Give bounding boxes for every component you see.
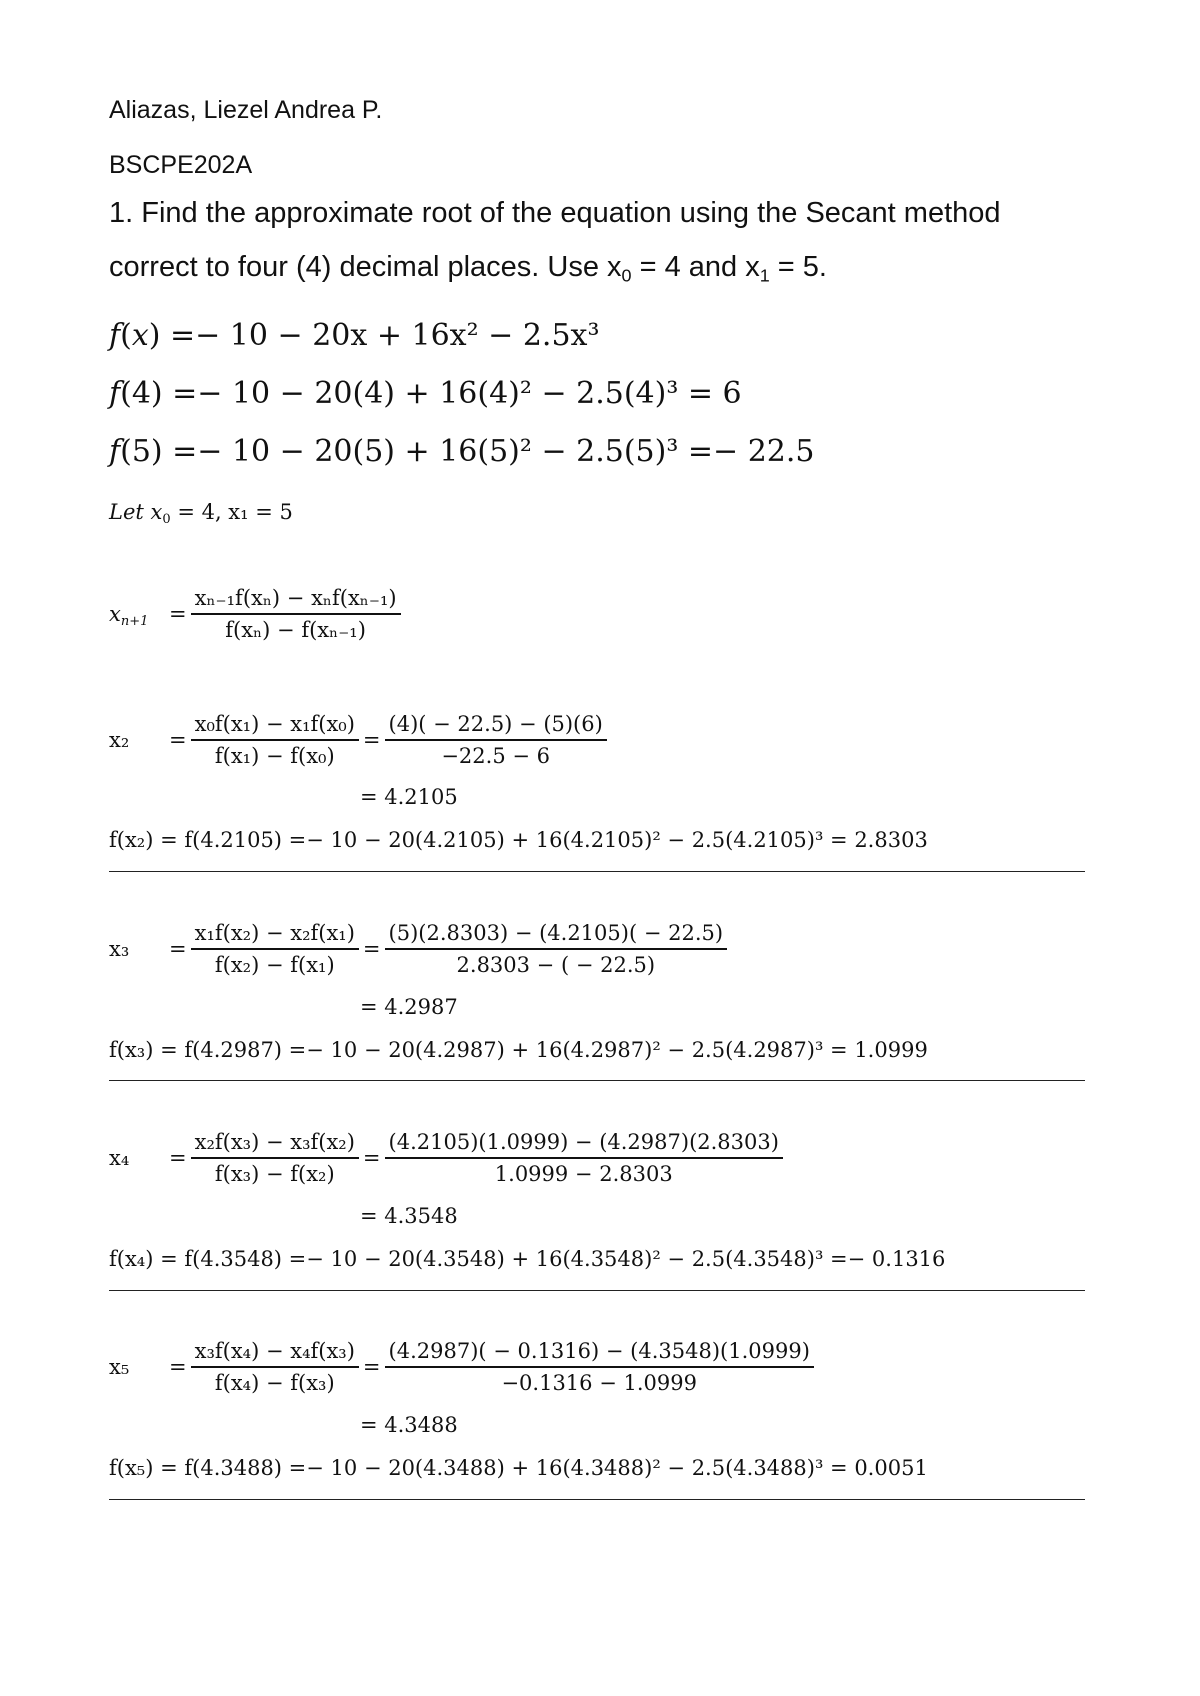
divider: [109, 1080, 1085, 1081]
student-name: Aliazas, Liezel Andrea P.: [109, 96, 383, 124]
iteration-x5: [109, 1339, 814, 1395]
equals-sign: =: [169, 728, 187, 752]
equals-sign: =: [362, 1146, 381, 1170]
iteration-x4: [109, 1130, 783, 1186]
secant-formula: [109, 586, 401, 642]
equals-sign: =: [362, 1355, 381, 1379]
f4-expression: =− 10 − 20(4) + 16(4)² − 2.5(4)³ = 6: [172, 376, 742, 411]
iteration-result: = 4.3488: [360, 1413, 458, 1437]
equals-sign: =: [362, 937, 381, 961]
f4-evaluation: f(4) =− 10 − 20(4) + 16(4)² − 2.5(4)³ = 6: [109, 376, 742, 411]
numeric-numerator: (4.2987)( − 0.1316) − (4.3548)(1.0999): [385, 1339, 814, 1368]
symbolic-denominator: f(x₄) − f(x₃): [214, 1371, 335, 1395]
symbolic-denominator: f(x₃) − f(x₂): [214, 1162, 335, 1186]
symbolic-fraction: [191, 712, 359, 768]
course-code: BSCPE202A: [109, 151, 253, 179]
iteration-lhs: x₃: [109, 937, 130, 961]
function-definition: f(x) =− 10 − 20x + 16x² − 2.5x³: [109, 318, 600, 353]
question-line-2: correct to four (4) decimal places. Use $x_0 = 4$ and $x_1 = 5$.: [109, 251, 827, 286]
equals-sign: =: [169, 937, 187, 961]
symbolic-numerator: x₀f(x₁) − x₁f(x₀): [191, 712, 359, 741]
question-line-2-text: correct to four (4) decimal places. Use: [109, 251, 608, 283]
divider: [109, 1499, 1085, 1500]
function-check: f(x₃) = f(4.2987) =− 10 − 20(4.2987) + 16(4.2987)² − 2.5(4.2987)³ = 1.0999: [109, 1038, 928, 1062]
formula-denominator: f(xₙ) − f(xₙ₋₁): [225, 618, 366, 642]
symbolic-fraction: [191, 1130, 359, 1186]
formula-numerator: xₙ₋₁f(xₙ) − xₙf(xₙ₋₁): [191, 586, 401, 615]
symbolic-denominator: f(x₁) − f(x₀): [214, 744, 335, 768]
numeric-fraction: [385, 1130, 783, 1186]
function-definition-rhs: =− 10 − 20x + 16x² − 2.5x³: [170, 318, 600, 353]
iteration-lhs: x₂: [109, 728, 130, 752]
numeric-numerator: (5)(2.8303) − (4.2105)( − 22.5): [385, 921, 728, 950]
iteration-lhs: x₄: [109, 1146, 130, 1170]
equals-sign: =: [169, 602, 187, 626]
given-x1: 5: [802, 251, 819, 283]
iteration-x2: [109, 712, 607, 768]
equals-sign: =: [169, 1146, 187, 1170]
iteration-x3: [109, 921, 727, 977]
formula-fraction: [191, 586, 401, 642]
symbolic-fraction: [191, 921, 359, 977]
numeric-denominator: 2.8303 − ( − 22.5): [456, 953, 656, 977]
divider: [109, 871, 1085, 872]
numeric-numerator: (4.2105)(1.0999) − (4.2987)(2.8303): [385, 1130, 783, 1159]
f5-expression: =− 10 − 20(5) + 16(5)² − 2.5(5)³ =− 22.5: [172, 434, 815, 469]
equals-sign: =: [362, 728, 381, 752]
symbolic-numerator: x₃f(x₄) − x₄f(x₃): [191, 1339, 359, 1368]
numeric-denominator: 1.0999 − 2.8303: [494, 1162, 673, 1186]
let-values: = 4, x₁ = 5: [177, 500, 293, 524]
question-line-1: 1. Find the approximate root of the equation using the Secant method: [109, 197, 1001, 229]
formula-lhs: $x_{n+1}$: [109, 602, 149, 629]
iteration-result: = 4.2105: [360, 785, 458, 809]
numeric-fraction: [385, 921, 728, 977]
f5-evaluation: f(5) =− 10 − 20(5) + 16(5)² − 2.5(5)³ =− 22.5: [109, 434, 815, 469]
iteration-lhs: x₅: [109, 1355, 130, 1379]
numeric-fraction: [385, 1339, 814, 1395]
equals-sign: =: [169, 1355, 187, 1379]
numeric-denominator: −0.1316 − 1.0999: [501, 1371, 697, 1395]
symbolic-denominator: f(x₂) − f(x₁): [214, 953, 335, 977]
numeric-numerator: (4)( − 22.5) − (5)(6): [385, 712, 607, 741]
symbolic-numerator: x₂f(x₃) − x₃f(x₂): [191, 1130, 359, 1159]
symbolic-numerator: x₁f(x₂) − x₂f(x₁): [191, 921, 359, 950]
iteration-result: = 4.2987: [360, 995, 458, 1019]
numeric-denominator: −22.5 − 6: [441, 744, 550, 768]
let-statement: Let $x_0 = 4$, x₁ = 5: [109, 500, 293, 527]
function-check: f(x₅) = f(4.3488) =− 10 − 20(4.3488) + 16(4.3488)² − 2.5(4.3488)³ = 0.0051: [109, 1456, 928, 1480]
divider: [109, 1290, 1085, 1291]
symbolic-fraction: [191, 1339, 359, 1395]
numeric-fraction: [385, 712, 607, 768]
function-check: f(x₄) = f(4.3548) =− 10 − 20(4.3548) + 16(4.3548)² − 2.5(4.3548)³ =− 0.1316: [109, 1247, 946, 1271]
function-check: f(x₂) = f(4.2105) =− 10 − 20(4.2105) + 16(4.2105)² − 2.5(4.2105)³ = 2.8303: [109, 828, 928, 852]
iteration-result: = 4.3548: [360, 1204, 458, 1228]
given-x0: 4: [664, 251, 681, 283]
